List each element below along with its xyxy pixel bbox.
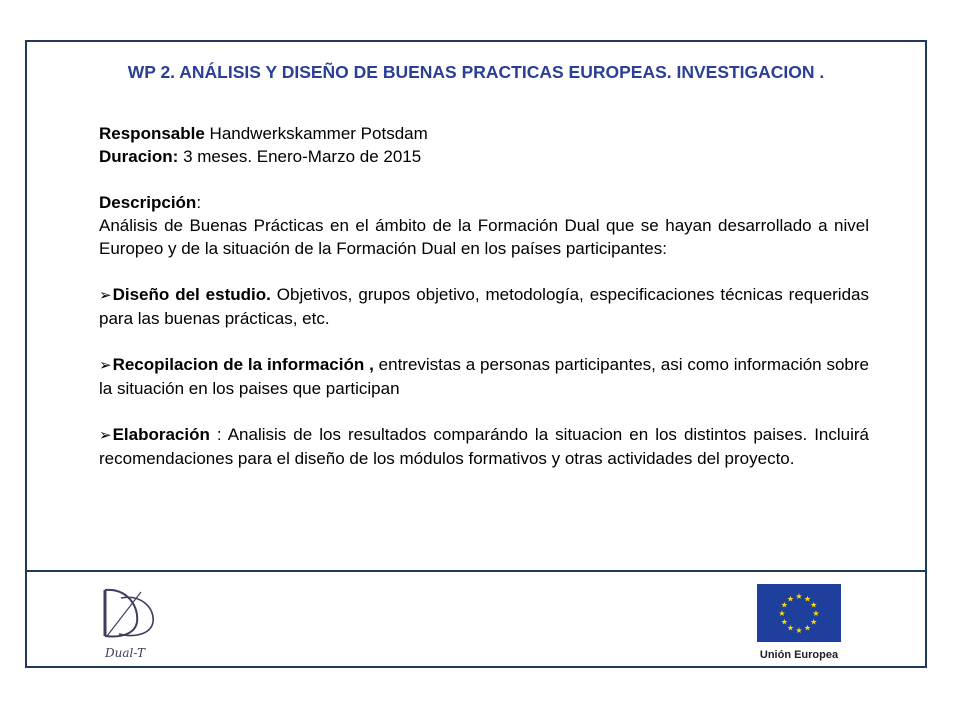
eu-star-icon: ★ <box>795 626 803 635</box>
slide-frame <box>25 40 927 668</box>
arrow-bullet-icon: ➢ <box>99 287 112 304</box>
bullet-item <box>99 283 869 330</box>
descripcion-heading <box>99 191 869 214</box>
descripcion-text: Análisis de Buenas Prácticas en el ámbito de la Formación Dual que se hayan desarrollado a nivel Europeo y de la situación de la Formación Dual en los países participantes: <box>99 216 869 258</box>
eu-star-icon: ★ <box>795 592 803 601</box>
bullet-text: Objetivos, grupos objetivo, metodología, especificaciones técnicas requeridas para las buenas prácticas, etc. <box>99 285 869 328</box>
bullet-label: Elaboración <box>112 425 210 444</box>
eu-star-icon: ★ <box>810 617 818 627</box>
responsable-value: Handwerkskammer Potsdam <box>204 124 428 143</box>
eu-star-icon: ★ <box>810 600 818 610</box>
duracion-label: Duracion: <box>99 147 179 166</box>
bullet-label: Diseño del estudio. <box>112 285 271 304</box>
slide-title: WP 2. ANÁLISIS Y DISEÑO DE BUENAS PRACTICAS EUROPEAS. INVESTIGACION . <box>127 62 825 82</box>
content-block <box>99 122 869 470</box>
eu-star-icon: ★ <box>803 623 812 633</box>
descripcion-suffix: : <box>196 193 202 212</box>
eu-star-icon: ★ <box>778 609 786 618</box>
bullet-item <box>99 353 869 400</box>
eu-star-icon: ★ <box>786 594 795 604</box>
eu-flag-icon <box>757 584 841 642</box>
bullet-text: entrevistas a personas participantes, asi como información sobre la situación en los paises que participan <box>99 355 869 398</box>
arrow-bullet-icon: ➢ <box>99 357 112 374</box>
eu-label: Unión Europea <box>759 649 839 661</box>
eu-star-icon: ★ <box>786 623 795 633</box>
arrow-bullet-icon: ➢ <box>99 427 112 444</box>
eu-star-icon: ★ <box>780 600 788 610</box>
eu-star-icon: ★ <box>803 594 812 604</box>
responsable-line <box>99 122 869 145</box>
dual-t-logo-text: Dual-T <box>105 646 145 660</box>
bullet-text: : Analisis de los resultados comparándo la situacion en los distintos paises. Incluirá recomendaciones para el diseño de los módulos formativos y otras actividades del proyecto. <box>99 425 869 468</box>
bullet-label: Recopilacion de la información , <box>112 355 374 374</box>
duracion-value: 3 meses. Enero-Marzo de 2015 <box>178 147 422 166</box>
eu-star-icon: ★ <box>812 609 820 618</box>
eu-star-icon: ★ <box>780 617 788 627</box>
bullet-item <box>99 423 869 470</box>
duracion-line <box>99 145 869 168</box>
footer-divider <box>27 570 925 572</box>
responsable-label: Responsable <box>99 124 205 143</box>
descripcion-label: Descripción <box>99 193 197 212</box>
